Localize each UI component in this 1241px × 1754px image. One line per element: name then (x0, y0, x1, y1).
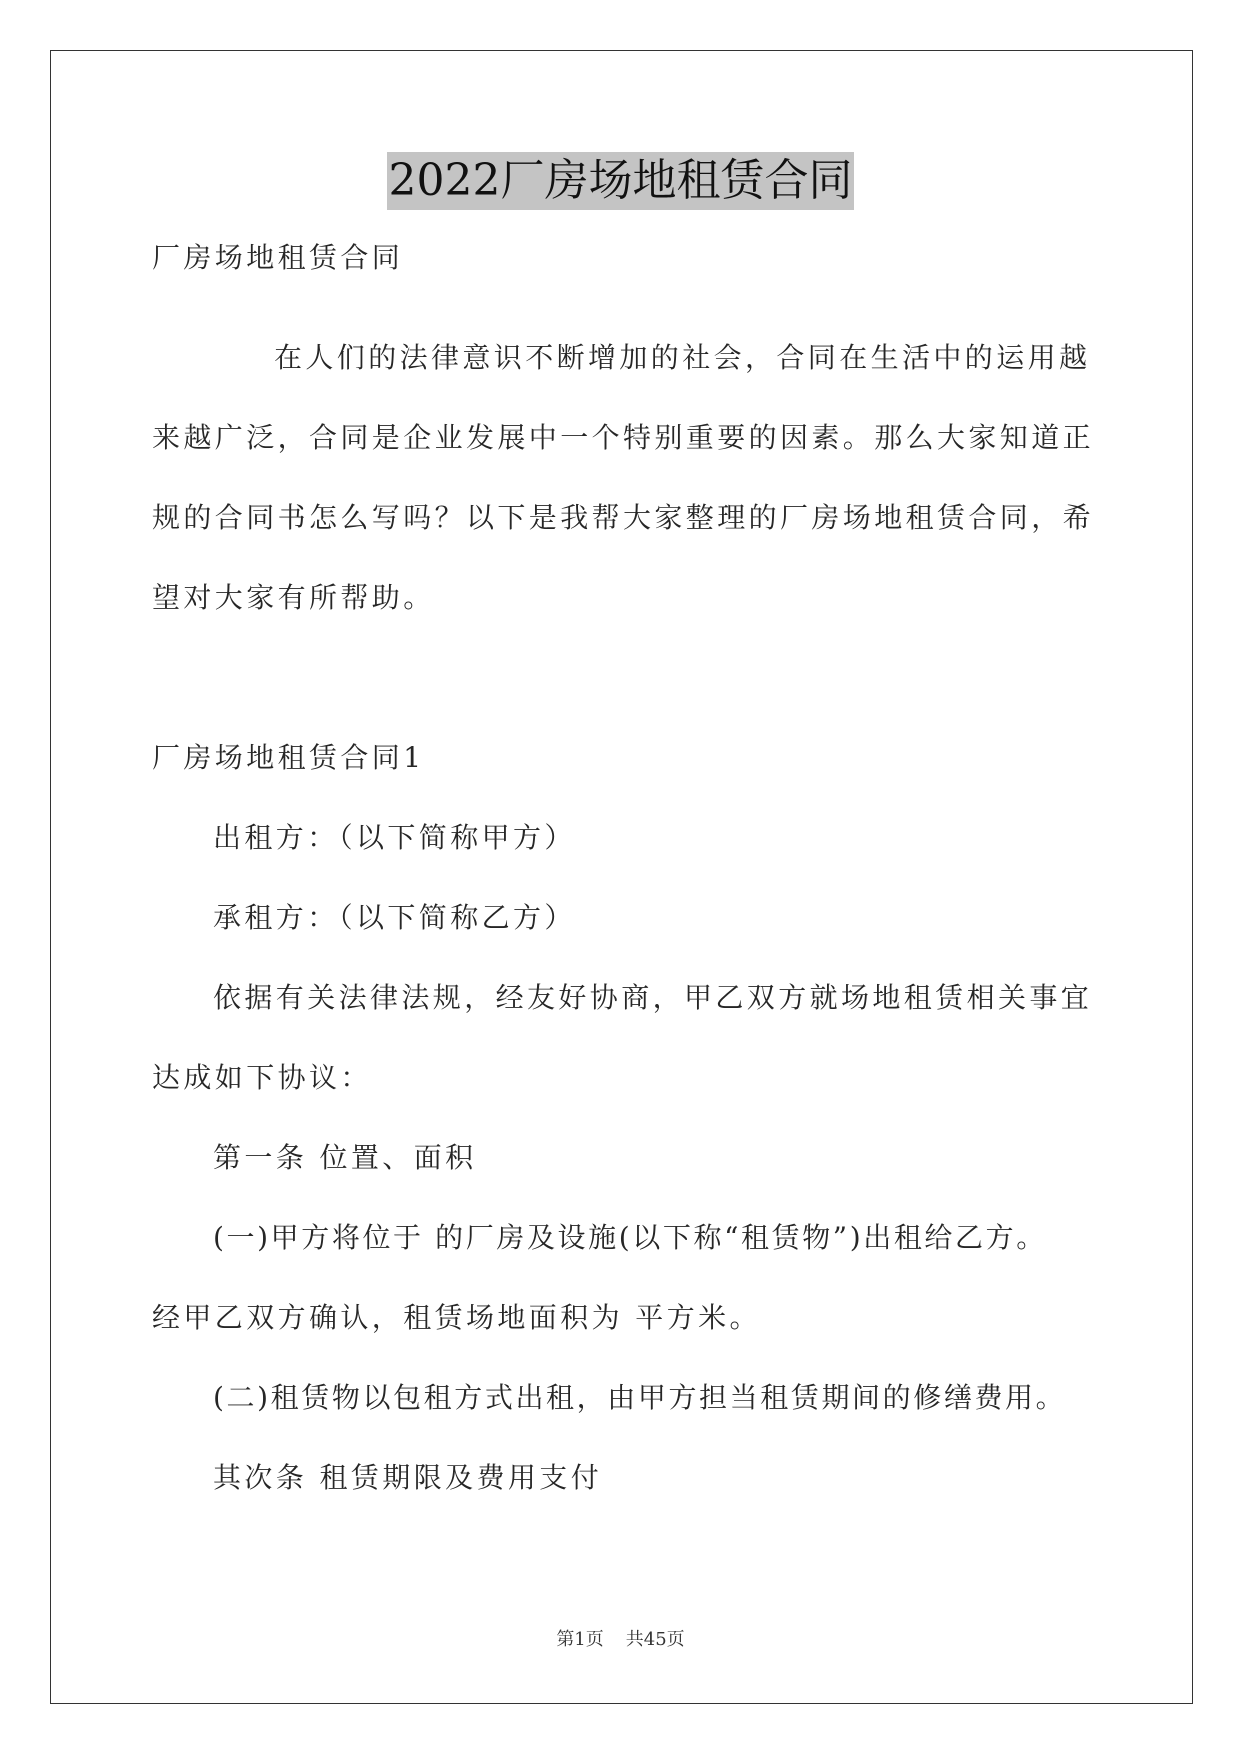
page-border (50, 50, 1193, 1704)
page-footer (0, 1628, 1241, 1652)
paragraph-line: 望对大家有所帮助。 (152, 581, 435, 614)
section-heading: 厂房场地租赁合同 (152, 241, 404, 274)
contract-heading: 厂房场地租赁合同1 (152, 741, 425, 774)
article-heading: 第一条 位置、面积 (213, 1141, 477, 1174)
page-number: 第1页 (556, 1629, 604, 1650)
paragraph-line: 达成如下协议： (152, 1061, 372, 1094)
title-block (0, 152, 1241, 210)
clause-line: (一)甲方将位于 的厂房及设施(以下称“租赁物”)出租给乙方。 (213, 1221, 1047, 1254)
lessee-line: 承租方：（以下简称乙方） (213, 901, 576, 934)
document-title: 2022厂房场地租赁合同 (387, 152, 855, 210)
lessor-line: 出租方：（以下简称甲方） (213, 821, 576, 854)
clause-line: (二)租赁物以包租方式出租，由甲方担当租赁期间的修缮费用。 (213, 1381, 1067, 1414)
paragraph-line: 在人们的法律意识不断增加的社会，合同在生活中的运用越 (274, 341, 1091, 374)
clause-line: 经甲乙双方确认，租赁场地面积为 平方米。 (152, 1301, 761, 1334)
article-heading: 其次条 租赁期限及费用支付 (213, 1461, 603, 1494)
paragraph-line: 规的合同书怎么写吗？以下是我帮大家整理的厂房场地租赁合同，希 (152, 501, 1095, 534)
paragraph-line: 依据有关法律法规，经友好协商，甲乙双方就场地租赁相关事宜 (213, 981, 1093, 1014)
paragraph-line: 来越广泛，合同是企业发展中一个特别重要的因素。那么大家知道正 (152, 421, 1095, 454)
page-total: 共45页 (625, 1629, 685, 1650)
